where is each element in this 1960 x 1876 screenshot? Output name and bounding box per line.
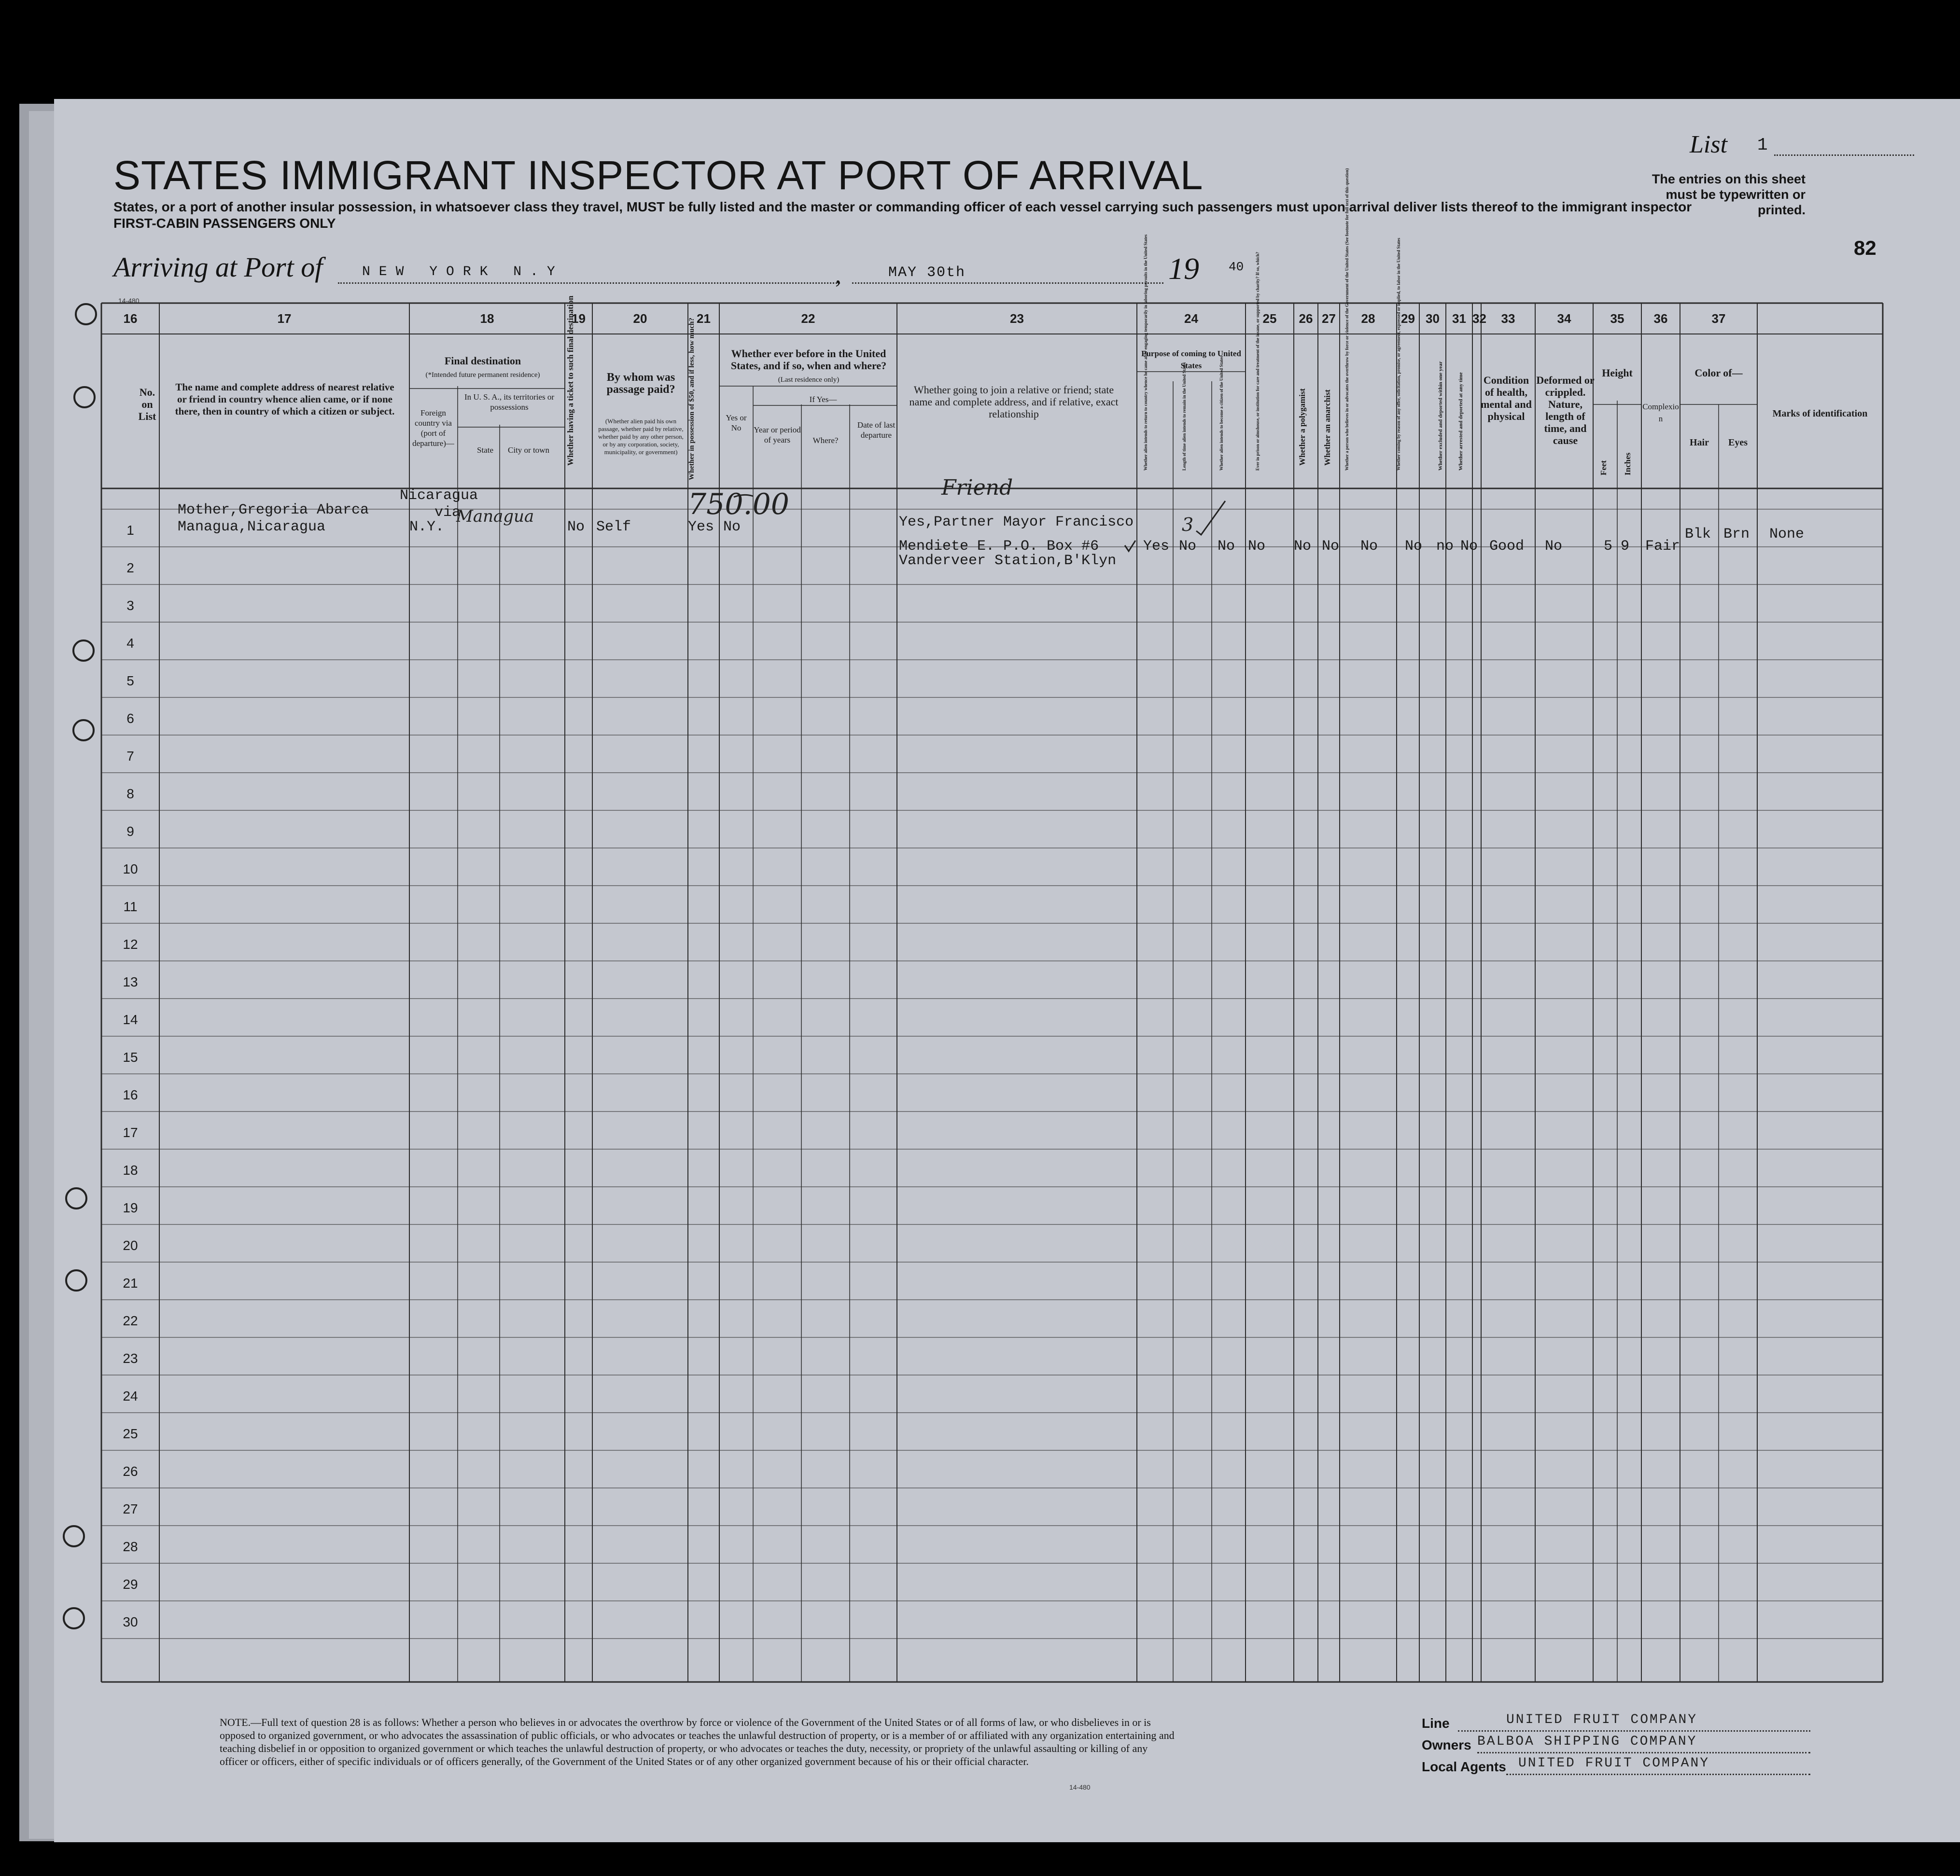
header-col36-hair: Hair: [1690, 437, 1709, 448]
header-col20: By whom was passage paid?: [606, 371, 675, 396]
form-number-top: 14-480: [118, 297, 140, 305]
header-col23: Whether going to join a relative or friend; state name and complete address, and if relative, exact relationship: [909, 384, 1119, 420]
row-number: 27: [123, 1501, 138, 1516]
overthrow-value: No: [1360, 538, 1378, 555]
join-line2: Mendiete E. P.O. Box #6: [899, 538, 1099, 555]
row-number: 7: [126, 749, 134, 764]
eyes-value: Brn: [1723, 526, 1750, 542]
row-number: 6: [126, 711, 134, 726]
header-col18: Final destination: [444, 355, 521, 367]
header-col33: Deformed or crippled. Nature, length of time, and cause: [1536, 374, 1595, 446]
header-col18-city: City or town: [508, 445, 549, 455]
header-col20-note: (Whether alien paid his own passage, whether paid by relative, whether paid by any other person, or by any corporation, society, municipality, or government): [598, 417, 684, 456]
agents-label: Local Agents: [1422, 1759, 1506, 1774]
money-typed: Yes: [688, 519, 714, 535]
column-number: 16: [123, 311, 138, 326]
form-number-bottom: 14-480: [1069, 1783, 1091, 1791]
header-col34-feet: Feet: [1599, 460, 1608, 475]
ticket-value: No: [567, 519, 585, 535]
check-mark-23: [1125, 541, 1135, 551]
port-value: NEW YORK N.Y: [362, 264, 564, 279]
header-col17: The name and complete address of nearest relative or friend in country whence alien came, or if none there, then in country of which a citizen or subject.: [175, 381, 395, 417]
paid-by-value: Self: [596, 519, 631, 535]
header-col37: Marks of identification: [1772, 408, 1868, 419]
header-col22-note: (Last residence only): [778, 376, 840, 384]
header-col24-citizen: Whether alien intends to become a citizen of the United States: [1219, 356, 1224, 471]
header-col22-yesno: Yes or No: [726, 413, 747, 432]
anarchist-value: No: [1322, 538, 1340, 555]
form-subtitle: States, or a port of another insular possession, in whatsoever class they travel, MUST be fully listed and the master or commanding officer of each vessel carrying such passengers must upon arrival deliver lists thereof to the immigrant inspector: [113, 199, 1692, 214]
header-col21: Whether in possession of $50, and if less, how much?: [688, 318, 696, 480]
binder-hole: [72, 639, 95, 662]
row-number: 20: [123, 1238, 138, 1253]
row-number: 12: [123, 937, 138, 952]
column-number: 33: [1501, 311, 1515, 326]
binder-hole: [65, 1187, 87, 1209]
row-number: 16: [123, 1087, 138, 1102]
row-number: 25: [123, 1426, 138, 1441]
line-label: Line: [1422, 1716, 1450, 1731]
header-col22-date: Date of last departure: [857, 420, 896, 440]
relative-line1: Mother,Gregoria Abarca: [178, 502, 369, 518]
purpose-length-value: No: [1179, 538, 1197, 555]
row-number: 4: [126, 636, 134, 651]
header-col18-note: (*Intended future permanent residence): [425, 371, 540, 379]
column-number: 18: [480, 311, 494, 326]
row-number: 3: [126, 598, 134, 613]
row-number: 30: [123, 1614, 138, 1629]
header-col16: No. on List: [138, 386, 156, 422]
header-col34-inches: Inches: [1623, 452, 1632, 475]
row-number: 9: [126, 824, 134, 839]
column-number: 24: [1184, 311, 1198, 326]
column-number: 37: [1711, 311, 1726, 326]
purpose-citizen-value: No: [1218, 538, 1235, 555]
row-number: 23: [123, 1351, 138, 1366]
check-mark-24: [1196, 501, 1225, 535]
header-col36-eyes: Eyes: [1728, 437, 1748, 448]
row-number: 13: [123, 974, 138, 989]
row-number: 24: [123, 1389, 138, 1404]
binder-hole: [63, 1525, 85, 1547]
row-number: 21: [123, 1276, 138, 1291]
hair-value: Blk: [1685, 526, 1711, 542]
header-col29: Whether coming by reason of any offer, solicitation, promise, or agreement, expressed or implied, to labor in the United States: [1396, 237, 1401, 471]
row-number: 5: [126, 673, 134, 688]
binder-hole: [73, 386, 96, 408]
header-col24-length: Length of time alien intends to remain in the United States: [1182, 362, 1187, 471]
row-number: 2: [126, 560, 134, 575]
year-prefix: 19: [1168, 251, 1199, 286]
city-handwritten: Managua: [456, 507, 534, 526]
column-number: 22: [801, 311, 815, 326]
money-handwritten: 750.00: [688, 487, 789, 521]
line-underline: [1458, 1730, 1810, 1732]
column-number: 36: [1653, 311, 1668, 326]
foreign-line2: via: [434, 504, 461, 521]
header-col22-years: Year or period of years: [754, 425, 801, 445]
arriving-label: Arriving at Port of: [113, 251, 323, 283]
row-number: 14: [123, 1012, 138, 1027]
join-line1: Yes,Partner Mayor Francisco: [899, 514, 1134, 530]
header-col25: Ever in prison or almshouse, or institution for care and treatment of the insane, or supported by charity? If so, which?: [1255, 251, 1260, 471]
row-number: 15: [123, 1050, 138, 1065]
binder-hole: [72, 719, 95, 741]
row-number: 19: [123, 1200, 138, 1215]
row-number: 8: [126, 786, 134, 801]
polygamist-value: No: [1294, 538, 1312, 555]
header-col24-return: Whether alien intends to return to country whence he came after engaging temporarily in laboring pursuits in the United States: [1143, 234, 1148, 471]
list-number: 1: [1757, 135, 1768, 155]
header-col24: Purpose of coming to United States: [1141, 349, 1241, 370]
column-number: 28: [1361, 311, 1375, 326]
header-col18-usa: In U. S. A., its territories or possessions: [464, 392, 555, 412]
column-number: 34: [1557, 311, 1571, 326]
health-value: Good: [1489, 538, 1525, 555]
row-number: 1: [126, 523, 134, 538]
purpose-return-value: Yes: [1143, 538, 1170, 555]
foreign-line1: Nicaragua: [400, 487, 478, 504]
foreign-line3: N.Y.: [409, 519, 445, 535]
row-number: 26: [123, 1464, 138, 1479]
header-col18-foreign: Foreign country via (port of departure)—: [412, 408, 454, 448]
column-number: 31: [1452, 311, 1466, 326]
row-number: 29: [123, 1577, 138, 1592]
column-number: 32: [1472, 311, 1486, 326]
column-number: 21: [697, 311, 711, 326]
header-col19: Whether having a ticket to such final destination: [566, 295, 575, 466]
line-value: UNITED FRUIT COMPANY: [1506, 1712, 1698, 1727]
owners-label: Owners: [1422, 1737, 1471, 1752]
column-number: 17: [277, 311, 292, 326]
row-number: 10: [123, 862, 138, 876]
list-label: List: [1690, 131, 1728, 158]
labor-offer-value: No: [1405, 538, 1423, 555]
header-col22-where: Where?: [812, 436, 839, 445]
feet-value: 5: [1604, 538, 1613, 555]
marks-value: None: [1769, 526, 1805, 542]
header-col35: Complexion: [1642, 402, 1679, 423]
owners-underline: [1477, 1752, 1810, 1753]
row-number: 11: [123, 899, 138, 914]
column-number: 20: [633, 311, 647, 326]
column-number: 23: [1010, 311, 1024, 326]
form-title: STATES IMMIGRANT INSPECTOR AT PORT OF ARRIVAL: [113, 153, 1204, 198]
entries-note: The entries on this sheet must be typewritten or printed.: [1652, 172, 1806, 217]
complexion-value: Fair: [1645, 538, 1680, 555]
join-handwritten: Friend: [941, 475, 1013, 500]
header-col32: Condition of health, mental and physical: [1481, 374, 1532, 422]
prison-value: No: [1248, 538, 1266, 555]
agents-underline: [1506, 1774, 1810, 1775]
excluded-value: no: [1436, 538, 1454, 555]
page-number: 82: [1854, 236, 1876, 259]
arrested-value: No: [1460, 538, 1478, 555]
column-number: 25: [1262, 311, 1277, 326]
deformed-value: No: [1545, 538, 1563, 555]
header-col22: Whether ever before in the United States, and if so, when and where?: [730, 347, 887, 372]
binder-hole: [63, 1607, 85, 1629]
passenger-class: FIRST-CABIN PASSENGERS ONLY: [113, 216, 336, 231]
row-number: 22: [123, 1313, 138, 1328]
column-number: 35: [1610, 311, 1624, 326]
check-mark-21: [734, 495, 753, 497]
header-col36: Color of—: [1694, 367, 1743, 379]
binder-hole: [75, 303, 97, 325]
header-col27: Whether an anarchist: [1323, 389, 1332, 466]
agents-value: UNITED FRUIT COMPANY: [1518, 1756, 1710, 1771]
footnote-question-28: NOTE.—Full text of question 28 is as follows: Whether a person who believes in or advocates the overthrow by force or violence of the Government of the United States or of all forms of law, or who disbelieves in or is opposed to organized government, or who advocates the assassination of public officials, or who advocates or teaches the unlawful destruction of property, or is a member of or affiliated with any organization entertaining and teaching disbelief in or opposition to organized government or which teaches the unlawful destruction of property, or who advocates or teaches the duty, necessity, or propriety of the unlawful assaulting or killing of any officer or officers, either of specific individuals or of officers generally, of the Government of the United States or of any other organized government because of his or their official character.: [220, 1716, 1175, 1767]
row-number: 28: [123, 1539, 138, 1554]
header-col28: Whether a person who believes in or advocates the overthrow by force or violence of the Government of the United States (See footnote for full text of this question): [1344, 168, 1349, 471]
year-suffix: 40: [1229, 260, 1244, 274]
column-number: 30: [1426, 311, 1440, 326]
owners-value: BALBOA SHIPPING COMPANY: [1477, 1734, 1697, 1749]
header-col18-state: State: [477, 445, 493, 455]
binder-hole: [65, 1269, 87, 1292]
column-number: 29: [1401, 311, 1415, 326]
header-col31: Whether arrested and deported at any time: [1458, 372, 1464, 471]
join-line3: Vanderveer Station,B'Klyn: [899, 553, 1117, 569]
column-number: 27: [1322, 311, 1336, 326]
relative-line2: Managua,Nicaragua: [178, 519, 326, 535]
header-col22-ifyes: If Yes—: [809, 395, 837, 404]
comma: ,: [835, 261, 841, 288]
date-value: MAY 30th: [888, 264, 966, 281]
header-col30: Whether excluded and deported within one year: [1438, 361, 1443, 471]
inches-value: 9: [1621, 538, 1630, 555]
column-number: 26: [1299, 311, 1313, 326]
row-number: 18: [123, 1163, 138, 1178]
before-in-us-value: No: [723, 519, 741, 535]
purpose-length-handwritten: 3: [1182, 514, 1194, 535]
row-number: 17: [123, 1125, 138, 1140]
header-col26: Whether a polygamist: [1298, 388, 1307, 466]
header-col34: Height: [1602, 367, 1633, 379]
column-number: 19: [572, 311, 586, 326]
